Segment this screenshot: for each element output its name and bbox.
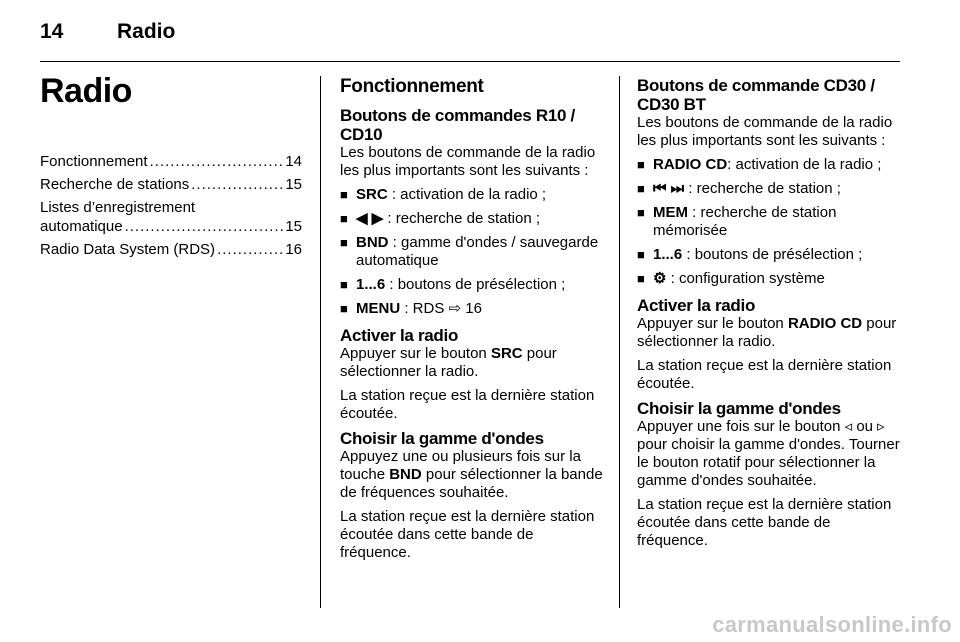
list-item bbox=[637, 180, 905, 198]
toc-label: automatique bbox=[40, 218, 123, 235]
column-divider bbox=[619, 76, 620, 608]
header-rule bbox=[40, 61, 900, 62]
list-item bbox=[637, 270, 905, 288]
paragraph: Appuyer sur le bouton RADIO CD pour sélectionner la radio. bbox=[637, 315, 897, 350]
toc-label: Fonctionnement bbox=[40, 153, 148, 170]
key-label: ◀ ▶ bbox=[356, 210, 384, 227]
list-item bbox=[637, 246, 905, 264]
list-item bbox=[340, 210, 606, 228]
key-desc: : configuration système bbox=[670, 270, 825, 287]
key-desc: : recherche de station ; bbox=[688, 180, 841, 197]
toc-entry[interactable] bbox=[40, 175, 302, 194]
paragraph: Les boutons de commande de la radio les plus importants sont les suivants : bbox=[637, 114, 893, 149]
paragraph: La station reçue est la dernière station écoutée dans cette bande de fréquence. bbox=[340, 508, 595, 561]
toc-page: 16 bbox=[285, 241, 302, 258]
toc-entry[interactable] bbox=[40, 152, 302, 171]
subsection-heading: Choisir la gamme d'ondes bbox=[637, 399, 841, 418]
toc-leader bbox=[150, 152, 284, 171]
key-desc: : activation de la radio ; bbox=[727, 156, 882, 173]
key-desc: : activation de la radio ; bbox=[391, 186, 547, 203]
paragraph: Appuyer une fois sur le bouton ◃ ou ▹ pour choisir la gamme d'ondes. Tourner le bouton rotatif pour sélectionner la gamme d'ondes souhaitée. bbox=[637, 418, 900, 489]
paragraph: La station reçue est la dernière station écoutée. bbox=[340, 387, 595, 422]
toc-page: 14 bbox=[285, 153, 302, 170]
key-label: 1...6 bbox=[653, 246, 683, 263]
toc-page: 15 bbox=[285, 218, 302, 235]
table-of-contents bbox=[40, 152, 302, 263]
column-middle bbox=[340, 76, 606, 568]
key-label: 1...6 bbox=[356, 276, 386, 293]
list-item bbox=[340, 276, 606, 294]
key-desc: : recherche de station ; bbox=[387, 210, 541, 227]
toc-page: 15 bbox=[285, 176, 302, 193]
toc-leader bbox=[217, 240, 283, 259]
paragraph: Appuyez une ou plusieurs fois sur la touche BND pour sélectionner la bande de fréquences souhaitée. bbox=[340, 448, 603, 501]
key-desc: : RDS ⇨ 16 bbox=[404, 300, 482, 317]
column-divider bbox=[320, 76, 321, 608]
list-item bbox=[340, 300, 606, 318]
paragraph: La station reçue est la dernière station écoutée dans cette bande de fréquence. bbox=[637, 496, 892, 549]
column-right bbox=[637, 76, 905, 556]
section-heading: Fonctionnement bbox=[340, 76, 484, 97]
toc-entry[interactable] bbox=[40, 240, 302, 259]
paragraph: Les boutons de commande de la radio les plus importants sont les suivants : bbox=[340, 144, 596, 179]
control-list bbox=[340, 186, 606, 318]
paragraph: La station reçue est la dernière station écoutée. bbox=[637, 357, 892, 392]
subsection-heading: Activer la radio bbox=[637, 296, 756, 315]
toc-entry[interactable] bbox=[40, 198, 302, 236]
toc-label: Recherche de stations bbox=[40, 176, 190, 193]
page-number: 14 bbox=[40, 20, 64, 43]
key-desc: : boutons de présélection ; bbox=[686, 246, 863, 263]
chapter-title: Radio bbox=[40, 72, 132, 110]
running-header: Radio bbox=[117, 20, 176, 43]
skip-icon: ⏮ ⏭ bbox=[653, 180, 685, 197]
key-desc: : recherche de station mémorisée bbox=[653, 204, 837, 239]
key-desc: : gamme d'ondes / sauvegarde automatique bbox=[356, 234, 599, 269]
subsection-heading: Boutons de commande CD30 / CD30 BT bbox=[637, 76, 875, 114]
list-item bbox=[340, 234, 606, 270]
key-label: MEM bbox=[653, 204, 688, 221]
key-label: BND bbox=[356, 234, 389, 251]
key-desc: : boutons de présélection ; bbox=[389, 276, 566, 293]
subsection-heading: Choisir la gamme d'ondes bbox=[340, 429, 544, 448]
list-item bbox=[637, 156, 905, 174]
toc-leader bbox=[191, 175, 283, 194]
list-item bbox=[340, 186, 606, 204]
subsection-heading: Activer la radio bbox=[340, 326, 459, 345]
toc-leader bbox=[125, 217, 284, 236]
key-label: RADIO CD bbox=[653, 156, 728, 173]
config-icon: ⚙ bbox=[653, 270, 667, 287]
toc-label-line: Listes d’enregistrement bbox=[40, 199, 196, 216]
paragraph: Appuyer sur le bouton SRC pour sélectionner la radio. bbox=[340, 345, 557, 380]
key-label: SRC bbox=[356, 186, 388, 203]
watermark: carmanualsonline.info bbox=[712, 612, 952, 637]
toc-label: Radio Data System (RDS) bbox=[40, 241, 216, 258]
subsection-heading: Boutons de commandes R10 / CD10 bbox=[340, 106, 575, 144]
list-item bbox=[637, 204, 905, 240]
control-list bbox=[637, 156, 905, 288]
key-label: MENU bbox=[356, 300, 401, 317]
